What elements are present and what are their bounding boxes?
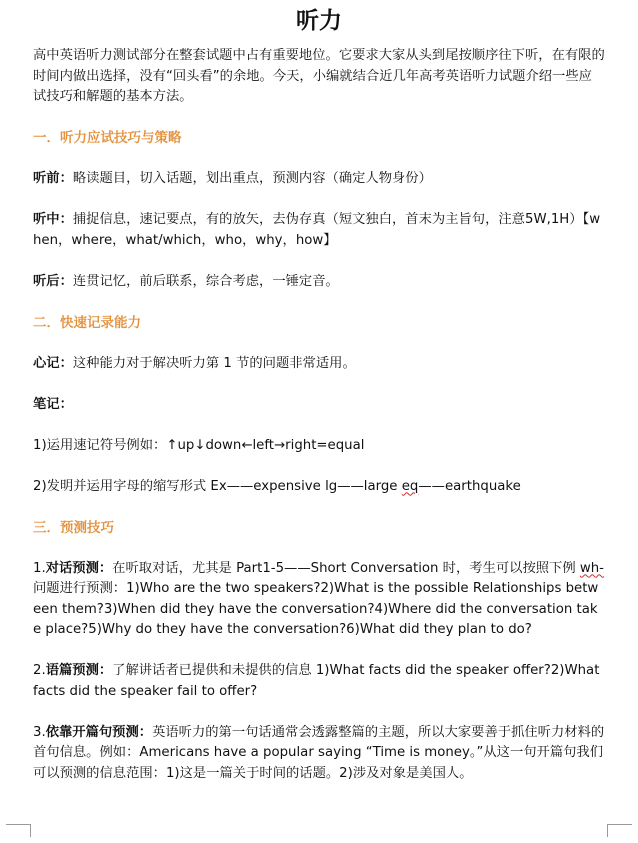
text-p2: 了解讲话者已提供和未提供的信息 1)What facts did the speaker offer?2)What facts did the speaker fail to offer? <box>33 663 600 699</box>
label-discourse: 语篇预测： <box>45 663 113 678</box>
text-abbrev-a: 2)发明并运用字母的缩写形式 Ex——expensive lg——large <box>33 478 402 494</box>
section-heading-prediction: 三．预测技巧 <box>33 519 114 536</box>
text-p1-b: 问题进行预测：1)Who are the two speakers?2)What is the possible Relationships between them?3)When did they have the conversation?4)Where did the conversation take place?5)Why do they have the conversation?6)What did they plan to do? <box>33 581 599 637</box>
text-abbrev-b: ——earthquake <box>418 478 521 494</box>
section-heading-note-taking: 二．快速记录能力 <box>33 314 141 331</box>
label-notes: 笔记： <box>33 396 73 412</box>
text-during: 捕捉信息，速记要点，有的放矢，去伪存真（短文独白，首末为主旨句，注意5W,1H）【when，where，what/which，who，why，how】 <box>33 212 601 248</box>
label-opening: 依靠开篇句预测： <box>45 724 153 740</box>
label-memory: 心记： <box>33 355 73 371</box>
text-memory: 这种能力对于解决听力第 1 节的问题非常适用。 <box>72 355 356 371</box>
section-heading-strategies: 一．听力应试技巧与策略 <box>33 130 182 146</box>
paragraph-before-listening <box>33 169 605 190</box>
label-dialogue: 对话预测： <box>45 560 113 576</box>
text-before: 略读题目，切入话题，划出重点，预测内容（确定人物身份） <box>72 171 432 186</box>
list-item-abbreviations <box>33 477 605 498</box>
paragraph-discourse-prediction <box>33 661 605 702</box>
spellcheck-word-wh: wh- <box>579 560 604 576</box>
paragraph-mental-memory <box>33 354 605 375</box>
text-p1-a: 在听取对话，尤其是 Part1-5——Short Conversation 时，考生可以按照下例 <box>112 560 580 576</box>
crop-mark-bottom-left <box>6 824 31 837</box>
num-p2: 2. <box>33 663 46 678</box>
paragraph-during-listening <box>33 210 605 251</box>
num-p1: 1. <box>33 560 46 576</box>
paragraph-opening-sentence-prediction <box>33 723 605 785</box>
intro-paragraph: 高中英语听力测试部分在整套试题中占有重要地位。它要求大家从头到尾按顺序往下听，在有限的时间内做出选择，没有“回头看”的余地。今天，小编就结合近几年高考英语听力试题介绍一些应试技巧和解题的基本方法。 <box>33 48 605 104</box>
text-p3: 英语听力的第一句话通常会透露整篇的主题，所以大家要善于抓住听力材料的首句信息。例如：Americans have a popular saying “Time is money。”从这一句开篇句我们可以预测的信息范围：1)这是一篇关于时间的话题。2)涉及对象是美国人。 <box>33 724 605 781</box>
document-body <box>33 6 605 784</box>
paragraph-after-listening <box>33 272 605 293</box>
paragraph-dialogue-prediction <box>33 559 605 641</box>
label-during: 听中： <box>33 212 73 227</box>
spellcheck-word-eq: eq <box>401 478 419 494</box>
label-before: 听前： <box>33 171 73 186</box>
text-after: 连贯记忆，前后联系，综合考虑，一锤定音。 <box>72 273 339 289</box>
paragraph-notes-label <box>33 395 605 416</box>
list-item-shorthand-symbols: 1)运用速记符号例如：↑up↓down←left→right=equal <box>33 437 365 453</box>
label-after: 听后： <box>33 273 73 289</box>
page-title: 听力 <box>296 8 342 34</box>
crop-mark-bottom-right <box>607 824 632 837</box>
num-p3: 3. <box>33 724 46 740</box>
